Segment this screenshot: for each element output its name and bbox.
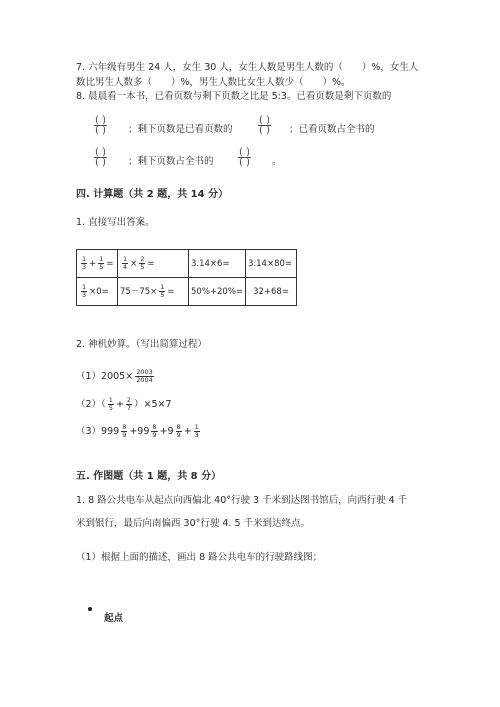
denominator: 9 bbox=[176, 431, 181, 439]
cell-text: 3.14×80= bbox=[248, 258, 293, 269]
table-cell[interactable] bbox=[77, 278, 118, 306]
numerator: 2 bbox=[140, 255, 145, 263]
numerator: 1 bbox=[82, 283, 87, 291]
equals-sign: = bbox=[167, 287, 175, 297]
operator: +9 bbox=[159, 426, 174, 437]
q8-label-3: ；剩下页数占全书的 bbox=[128, 156, 214, 167]
q8-answer-blank-1[interactable] bbox=[94, 115, 107, 135]
equals-sign: = bbox=[106, 259, 114, 269]
equals-sign: = bbox=[147, 259, 155, 269]
denominator: 3 bbox=[82, 291, 87, 299]
denominator: 4 bbox=[123, 263, 128, 271]
section4-q1: 1. 直接写出答案。 bbox=[76, 217, 155, 228]
table-cell[interactable] bbox=[246, 278, 297, 306]
numerator: 1 bbox=[194, 423, 199, 431]
blank-denominator: ( ) bbox=[95, 125, 106, 136]
q8-label-2: ；已看页数占全书的 bbox=[289, 124, 375, 135]
start-point-dot bbox=[88, 607, 92, 611]
calc-item-3 bbox=[76, 423, 202, 439]
item-tail: ）×5×7 bbox=[134, 399, 172, 410]
table-cell[interactable] bbox=[246, 250, 297, 278]
cell-text: 3.14×6= bbox=[191, 258, 230, 269]
q8-answer-blank-3[interactable] bbox=[94, 147, 107, 167]
denominator: 5 bbox=[108, 404, 113, 412]
blank-denominator: ( ) bbox=[95, 157, 106, 168]
q8-answer-blank-4[interactable] bbox=[238, 147, 251, 167]
section5-sub1: （1）根据上面的描述，画出 8 路公共电车的行驶路线图； bbox=[76, 552, 323, 563]
numerator: 1 bbox=[82, 255, 87, 263]
numerator: 1 bbox=[123, 255, 128, 263]
cell-text: 50%+20%= bbox=[191, 286, 244, 297]
numerator: 2003 bbox=[136, 368, 153, 376]
blank-numerator: ( ) bbox=[239, 147, 250, 158]
blank-numerator: ( ) bbox=[259, 115, 270, 126]
item-label: （1）2005× bbox=[76, 371, 134, 382]
denominator: 5 bbox=[160, 291, 165, 299]
q8-answer-blank-2[interactable] bbox=[258, 115, 271, 135]
calc-item-2 bbox=[76, 396, 172, 412]
q8-end-mark: 。 bbox=[272, 156, 282, 167]
blank-numerator: ( ) bbox=[95, 115, 106, 126]
denominator: 2004 bbox=[136, 376, 153, 384]
calc-item-1 bbox=[76, 368, 156, 384]
denominator: 5 bbox=[140, 263, 145, 271]
q7-line1: 7. 六年级有男生 24 人，女生 30 人，女生人数是男生人数的（ ）%，女生人 bbox=[76, 62, 419, 73]
denominator: 3 bbox=[82, 263, 87, 271]
q8-line1: 8. 晨晨看一本书，已看页数与剩下页数之比是 5:3。已看页数是剩下页数的 bbox=[76, 91, 392, 102]
table-row bbox=[77, 278, 297, 306]
operator: + bbox=[115, 399, 124, 410]
numerator: 1 bbox=[99, 255, 104, 263]
numerator: 1 bbox=[108, 396, 113, 404]
section4-q2: 2. 神机妙算。（写出简算过程） bbox=[76, 339, 207, 350]
numerator: 1 bbox=[160, 283, 165, 291]
cell-text: 32+68= bbox=[253, 286, 289, 297]
denominator: 9 bbox=[152, 431, 157, 439]
blank-denominator: ( ) bbox=[239, 157, 250, 168]
section5-q1-line2: 米到银行，最后向南偏西 30°行驶 4. 5 千米到达终点。 bbox=[76, 518, 311, 529]
table-cell[interactable] bbox=[189, 278, 246, 306]
denominator: 7 bbox=[126, 404, 132, 412]
item-label: （2）（ bbox=[76, 399, 106, 410]
item-label: （3）999 bbox=[76, 426, 120, 437]
table-cell[interactable] bbox=[189, 250, 246, 278]
table-cell[interactable] bbox=[118, 278, 189, 306]
operator: +99 bbox=[129, 426, 150, 437]
numerator: 8 bbox=[122, 423, 127, 431]
denominator: 9 bbox=[122, 431, 127, 439]
section5-title: 五. 作图题（共 1 题，共 8 分） bbox=[76, 471, 222, 482]
cell-text: ×0= bbox=[89, 287, 109, 297]
table-cell[interactable] bbox=[118, 250, 189, 278]
q8-label-1: ；剩下页数是已看页数的 bbox=[128, 124, 233, 135]
cell-text: 75－75× bbox=[120, 287, 158, 297]
numerator: 8 bbox=[176, 423, 181, 431]
section4-title: 四. 计算题（共 2 题，共 14 分） bbox=[76, 189, 229, 200]
table-row bbox=[77, 250, 297, 278]
numerator: 8 bbox=[152, 423, 157, 431]
start-point-label: 起点 bbox=[104, 613, 124, 624]
table-cell[interactable] bbox=[77, 250, 118, 278]
numerator: 2 bbox=[126, 396, 132, 404]
operator: + bbox=[183, 426, 192, 437]
operator: × bbox=[130, 259, 138, 269]
section5-q1-line1: 1. 8 路公共电车从起点向西偏北 40°行驶 3 千米到达图书馆后，向西行驶 4 千 bbox=[76, 495, 408, 506]
blank-numerator: ( ) bbox=[95, 147, 106, 158]
calc-table bbox=[76, 249, 297, 306]
denominator: 3 bbox=[194, 431, 199, 439]
blank-denominator: ( ) bbox=[259, 125, 270, 136]
denominator: 5 bbox=[99, 263, 104, 271]
q7-line2: 数比男生人数多（ ）%，男生人数比女生人数少（ ）%。 bbox=[76, 77, 351, 88]
operator: + bbox=[89, 259, 97, 269]
